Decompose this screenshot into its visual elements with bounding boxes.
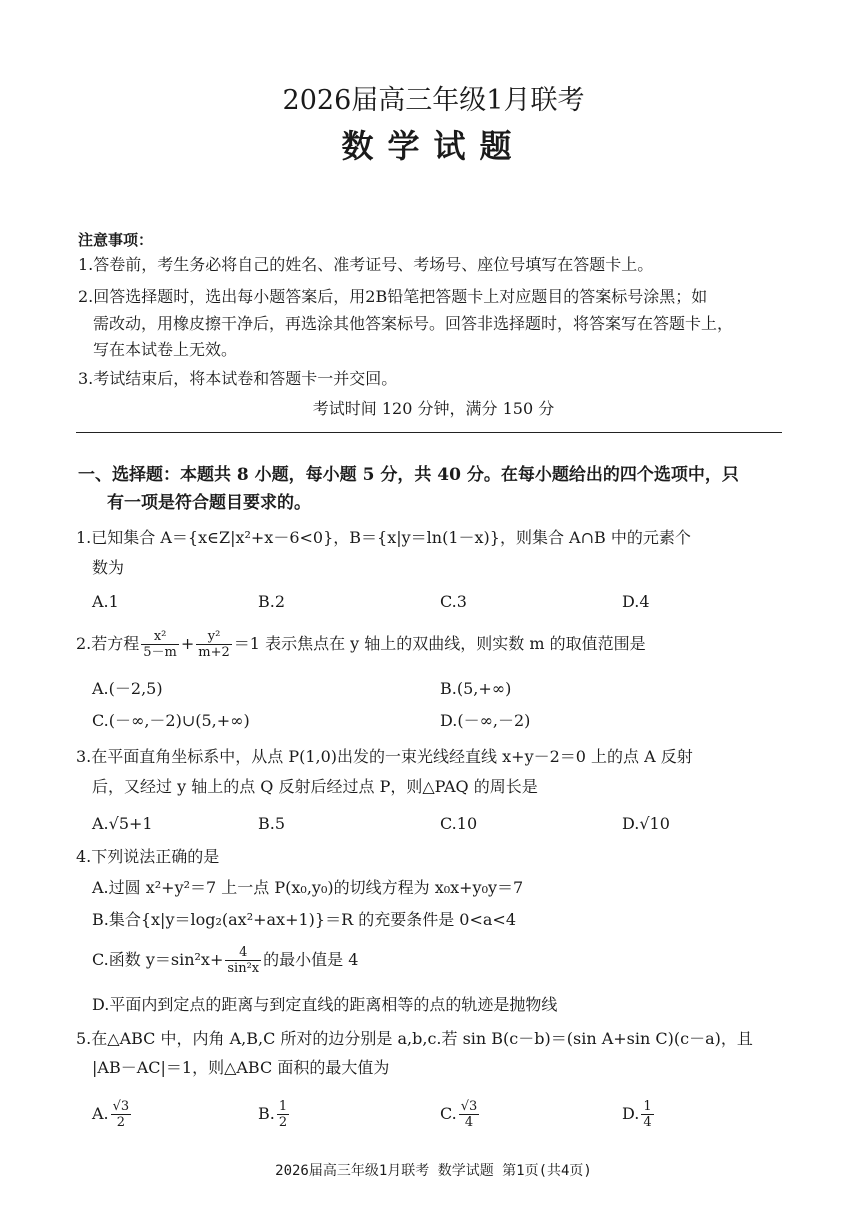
- section-heading-cont: 有一项是符合题目要求的。: [107, 493, 311, 513]
- q4-option-a: A.过圆 x²+y²＝7 上一点 P(x₀,y₀)的切线方程为 x₀x+y₀y＝7: [92, 878, 524, 897]
- q5-a-label: A.: [92, 1104, 109, 1123]
- q2-option-d: D.(－∞,－2): [440, 711, 531, 730]
- q5-d-den: 4: [643, 1115, 652, 1130]
- q5-b-den: 2: [278, 1115, 288, 1130]
- q2-frac-y-den: m+2: [198, 645, 230, 660]
- q5-a-fraction: [111, 1099, 132, 1130]
- subject-title: 数学试题: [341, 127, 526, 165]
- exam-time-info: 考试时间 120 分钟，满分 150 分: [312, 399, 555, 418]
- q5-option-c: [440, 1094, 481, 1134]
- q1-option-a: A.1: [92, 592, 119, 611]
- q5-c-label: C.: [440, 1104, 457, 1123]
- q5-d-fraction: [641, 1099, 653, 1130]
- q2-fraction-y: [196, 629, 232, 660]
- q5-d-label: D.: [622, 1104, 640, 1123]
- q3-option-d: D.√10: [622, 814, 670, 833]
- q5-option-a: [92, 1094, 133, 1134]
- q5-option-b: [258, 1094, 291, 1134]
- q5-b-num: 1: [278, 1099, 288, 1114]
- question-5-stem: 5.在△ABC 中，内角 A,B,C 所对的边分别是 a,b,c.若 sin B(c－b)＝(sin A+sin C)(c－a)，且: [76, 1029, 753, 1048]
- page-footer: 2026届高三年级1月联考 数学试题 第1页(共4页): [275, 1163, 592, 1179]
- q5-d-num: 1: [643, 1099, 652, 1114]
- question-4-stem: 4.下列说法正确的是: [76, 847, 220, 866]
- q2-frac-x-num: x²: [141, 629, 179, 645]
- q4-option-c: [92, 940, 358, 980]
- q2-option-c: C.(－∞,－2)∪(5,+∞): [92, 711, 250, 730]
- q2-frac-y-num: y²: [196, 629, 232, 645]
- q5-a-den: 2: [116, 1115, 126, 1130]
- q5-c-num: √3: [460, 1099, 478, 1114]
- q4-option-b: B.集合{x|y＝log₂(ax²+ax+1)}＝R 的充要条件是 0<a<4: [92, 910, 517, 929]
- question-3-stem-cont: 后，又经过 y 轴上的点 Q 反射后经过点 P，则△PAQ 的周长是: [92, 777, 538, 796]
- q2-option-b: B.(5,+∞): [440, 679, 512, 698]
- q2-frac-x-den: 5－m: [143, 645, 177, 660]
- q3-option-b: B.5: [258, 814, 286, 833]
- q4-c-suffix: 的最小值是 4: [263, 950, 359, 969]
- question-1-stem: 1.已知集合 A＝{x∈Z|x²+x－6<0}，B＝{x|y＝ln(1－x)}，则集合 A∩B 中的元素个: [76, 528, 691, 547]
- question-1-stem-cont: 数为: [92, 558, 125, 577]
- q5-c-den: 4: [464, 1115, 474, 1130]
- q5-b-label: B.: [258, 1104, 275, 1123]
- q4-c-frac-den: sin²x: [227, 961, 260, 976]
- q2-prefix: 2.若方程: [76, 634, 140, 653]
- q3-option-a: A.√5+1: [92, 814, 153, 833]
- question-2-stem: [76, 624, 646, 664]
- q5-option-d: [622, 1094, 656, 1134]
- q1-option-c: C.3: [440, 592, 467, 611]
- q3-option-c: C.10: [440, 814, 478, 833]
- question-5-stem-cont: |AB－AC|＝1，则△ABC 面积的最大值为: [92, 1058, 390, 1077]
- q5-c-fraction: [459, 1099, 480, 1130]
- header-divider: [76, 432, 782, 433]
- notice-item: 1.答卷前，考生务必将自己的姓名、准考证号、考场号、座位号填写在答题卡上。: [78, 255, 654, 274]
- q5-a-num: √3: [112, 1099, 130, 1114]
- notice-item: 写在本试卷上无效。: [93, 340, 238, 359]
- notice-item: 2.回答选择题时，选出每小题答案后，用2B铅笔把答题卡上对应题目的答案标号涂黑；如: [78, 287, 708, 306]
- q2-option-a: A.(－2,5): [92, 679, 163, 698]
- q2-fraction-x: [141, 629, 179, 660]
- q4-c-frac-num: 4: [225, 945, 261, 961]
- q4-c-prefix: C.函数 y＝sin²x+: [92, 950, 224, 969]
- q5-b-fraction: [277, 1099, 289, 1130]
- exam-title: 2026届高三年级1月联考: [282, 85, 585, 116]
- q1-option-d: D.4: [622, 592, 650, 611]
- question-3-stem: 3.在平面直角坐标系中，从点 P(1,0)出发的一束光线经直线 x+y－2＝0 上的点 A 反射: [76, 747, 693, 766]
- notice-heading: 注意事项：: [78, 231, 154, 249]
- notice-item: 需改动，用橡皮擦干净后，再选涂其他答案标号。回答非选择题时，将答案写在答题卡上，: [93, 314, 734, 333]
- section-heading: 一、选择题：本题共 8 小题，每小题 5 分，共 40 分。在每小题给出的四个选项中，只: [78, 465, 739, 485]
- notice-item: 3.考试结束后，将本试卷和答题卡一并交回。: [78, 369, 398, 388]
- q2-suffix: ＝1 表示焦点在 y 轴上的双曲线，则实数 m 的取值范围是: [233, 634, 646, 653]
- q2-plus: +: [180, 634, 195, 653]
- q4-option-d: D.平面内到定点的距离与到定直线的距离相等的点的轨迹是抛物线: [92, 995, 558, 1014]
- q4-c-fraction: [225, 945, 261, 976]
- q1-option-b: B.2: [258, 592, 286, 611]
